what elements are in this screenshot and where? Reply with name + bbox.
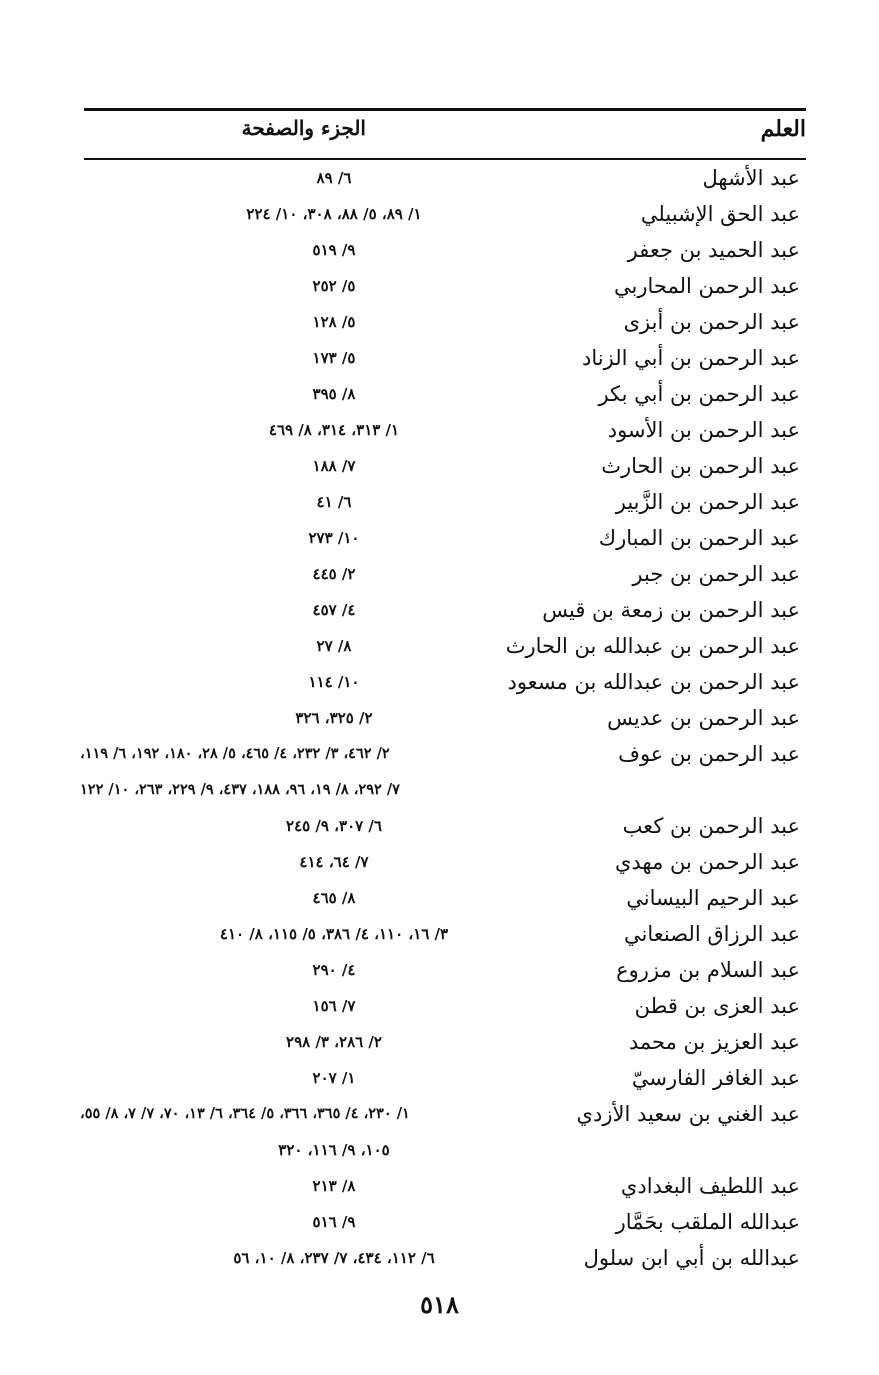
entry-volume-page: ٤/ ٤٥٧ — [312, 601, 356, 619]
entry-name: عبد اللطيف البغدادي — [620, 1174, 800, 1198]
entry-name: عبد العزى بن قطن — [634, 994, 800, 1018]
entry-name: عبد الغني بن سعيد الأزدي — [576, 1102, 800, 1126]
entry-volume-page: ٦/ ١١٢، ٤٣٤، ٧/ ٢٣٧، ٨/ ١٠، ٥٦ — [233, 1249, 435, 1267]
index-row — [84, 198, 806, 234]
index-row — [84, 918, 806, 954]
entry-volume-page: ٧/ ٦٤، ٤١٤ — [299, 853, 369, 871]
entry-name: عبد الرحمن بن عديس — [607, 706, 800, 730]
index-row — [84, 234, 806, 270]
index-row — [84, 882, 806, 918]
entry-name: عبد الرحمن المحاربي — [614, 274, 800, 298]
index-row — [84, 558, 806, 594]
entry-volume-page: ٨/ ٢١٣ — [312, 1177, 356, 1195]
entry-volume-page: ٨/ ٢٧ — [316, 637, 352, 655]
index-row — [84, 1170, 806, 1206]
index-row — [84, 486, 806, 522]
entry-volume-page: ٧/ ٢٩٢، ٨/ ١٩، ٩٦، ١٨٨، ٤٣٧، ٩/ ٢٢٩، ٢٦٣، ١٠/ ١٢٢ — [80, 781, 400, 798]
top-rule — [84, 108, 806, 111]
entry-name: عبد الرحمن بن عوف — [618, 742, 800, 766]
entry-volume-page: ٨/ ٤٦٥ — [312, 889, 356, 907]
entry-volume-page: ١/ ٢٠٧ — [312, 1069, 356, 1087]
entry-name: عبد الرحيم البيساني — [626, 886, 800, 910]
entry-name: عبد الرزاق الصنعاني — [624, 922, 800, 946]
entry-volume-page: ٦/ ٣٠٧، ٩/ ٢٤٥ — [286, 817, 382, 835]
entry-name: عبد الرحمن بن مهدي — [614, 850, 800, 874]
entry-name: عبد الأشهل — [702, 166, 800, 190]
entry-volume-page: ٦/ ٨٩ — [316, 169, 352, 187]
entry-name: عبد الرحمن بن الحارث — [601, 454, 800, 478]
entry-volume-page: ٧/ ١٨٨ — [312, 457, 356, 475]
entry-name: عبد الحميد بن جعفر — [627, 238, 800, 262]
entry-name: عبد الغافر الفارسيّ — [631, 1066, 800, 1090]
index-row — [80, 738, 806, 774]
entry-volume-page: ١/ ٢٣٠، ٤/ ٣٦٥، ٣٦٦، ٥/ ٣٦٤، ٦/ ١٣، ٧٠، ٧/ ٧، ٨/ ٥٥، — [80, 1105, 410, 1122]
entry-name: عبد الرحمن بن جبر — [632, 562, 800, 586]
index-row — [80, 1098, 806, 1134]
entry-volume-page: ٢/ ٤٤٥ — [312, 565, 356, 583]
entry-volume-page: ٧/ ١٥٦ — [312, 997, 356, 1015]
index-row — [84, 846, 806, 882]
index-row — [84, 522, 806, 558]
entry-name: عبد الرحمن بن عبدالله بن الحارث — [505, 634, 800, 658]
page-number: ٥١٨ — [420, 1290, 459, 1319]
index-row — [84, 1026, 806, 1062]
entry-volume-page: ٦/ ٤١ — [316, 493, 352, 511]
entry-volume-page: ٩/ ٥١٩ — [312, 241, 356, 259]
index-row — [84, 378, 806, 414]
entry-volume-page: ١٠/ ٢٧٣ — [308, 529, 360, 547]
entry-volume-page: ٣/ ١٦، ١١٠، ٤/ ٣٨٦، ٥/ ١١٥، ٨/ ٤١٠ — [219, 925, 449, 943]
index-row — [84, 810, 806, 846]
entry-name: عبد الحق الإشبيلي — [640, 202, 800, 226]
reference-column-header: الجزء والصفحة — [241, 116, 366, 140]
entry-volume-page: ١/ ٣١٣، ٣١٤، ٨/ ٤٦٩ — [268, 421, 400, 439]
index-row — [84, 1206, 806, 1242]
entry-name: عبد الرحمن بن الأسود — [607, 418, 800, 442]
index-row — [84, 306, 806, 342]
entry-name: عبد الرحمن بن كعب — [622, 814, 800, 838]
index-row — [84, 1242, 806, 1278]
entry-name: عبد الرحمن بن المبارك — [598, 526, 800, 550]
index-row — [84, 1062, 806, 1098]
entry-name: عبد الرحمن بن أبزى — [623, 310, 800, 334]
entry-name: عبدالله الملقب بحَمَّار — [615, 1210, 800, 1234]
entry-name: عبد الرحمن بن أبي الزناد — [582, 346, 800, 370]
entry-name: عبدالله بن أبي ابن سلول — [583, 1246, 800, 1270]
entry-volume-page: ١٠/ ١١٤ — [308, 673, 360, 691]
entry-volume-page: ٤/ ٢٩٠ — [312, 961, 356, 979]
index-row — [84, 270, 806, 306]
entry-volume-page: ٩/ ٥١٦ — [312, 1213, 356, 1231]
entry-volume-page: ٥/ ١٧٣ — [312, 349, 356, 367]
entry-volume-page: ١/ ٨٩، ٥/ ٨٨، ٣٠٨، ١٠/ ٢٢٤ — [246, 205, 422, 223]
entry-name: عبد الرحمن بن زمعة بن قيس — [542, 598, 800, 622]
name-column-header: العلم — [760, 116, 806, 142]
index-row — [84, 666, 806, 702]
index-entries — [80, 162, 806, 1278]
index-row — [84, 450, 806, 486]
entry-name: عبد الرحمن بن أبي بكر — [598, 382, 800, 406]
entry-name: عبد الرحمن بن عبدالله بن مسعود — [507, 670, 800, 694]
index-row — [84, 990, 806, 1026]
index-row — [84, 414, 806, 450]
entry-name: عبد السلام بن مزروع — [616, 958, 800, 982]
index-row — [84, 630, 806, 666]
entry-name: عبد العزيز بن محمد — [628, 1030, 800, 1054]
entry-volume-page: ٥/ ٢٥٢ — [312, 277, 356, 295]
index-row — [84, 162, 806, 198]
entry-name: عبد الرحمن بن الزَّبير — [615, 490, 800, 514]
index-row — [84, 342, 806, 378]
entry-volume-page: ٥/ ١٢٨ — [312, 313, 356, 331]
header-rule — [84, 158, 806, 160]
entry-volume-page: ٢/ ٣٢٥، ٣٢٦ — [295, 709, 373, 727]
index-row — [84, 954, 806, 990]
entry-volume-page: ٢/ ٤٦٢، ٣/ ٢٣٢، ٤/ ٤٦٥، ٥/ ٢٨، ١٨٠، ١٩٢، ٦/ ١١٩، — [80, 745, 390, 762]
index-row — [84, 702, 806, 738]
entry-volume-page: ٢/ ٢٨٦، ٣/ ٢٩٨ — [286, 1033, 382, 1051]
index-row — [84, 594, 806, 630]
index-row — [80, 774, 806, 810]
entry-volume-page: ٨/ ٣٩٥ — [312, 385, 356, 403]
index-row — [84, 1134, 806, 1170]
table-header — [84, 116, 806, 154]
entry-volume-page: ١٠٥، ٩/ ١١٦، ٣٢٠ — [278, 1141, 390, 1159]
